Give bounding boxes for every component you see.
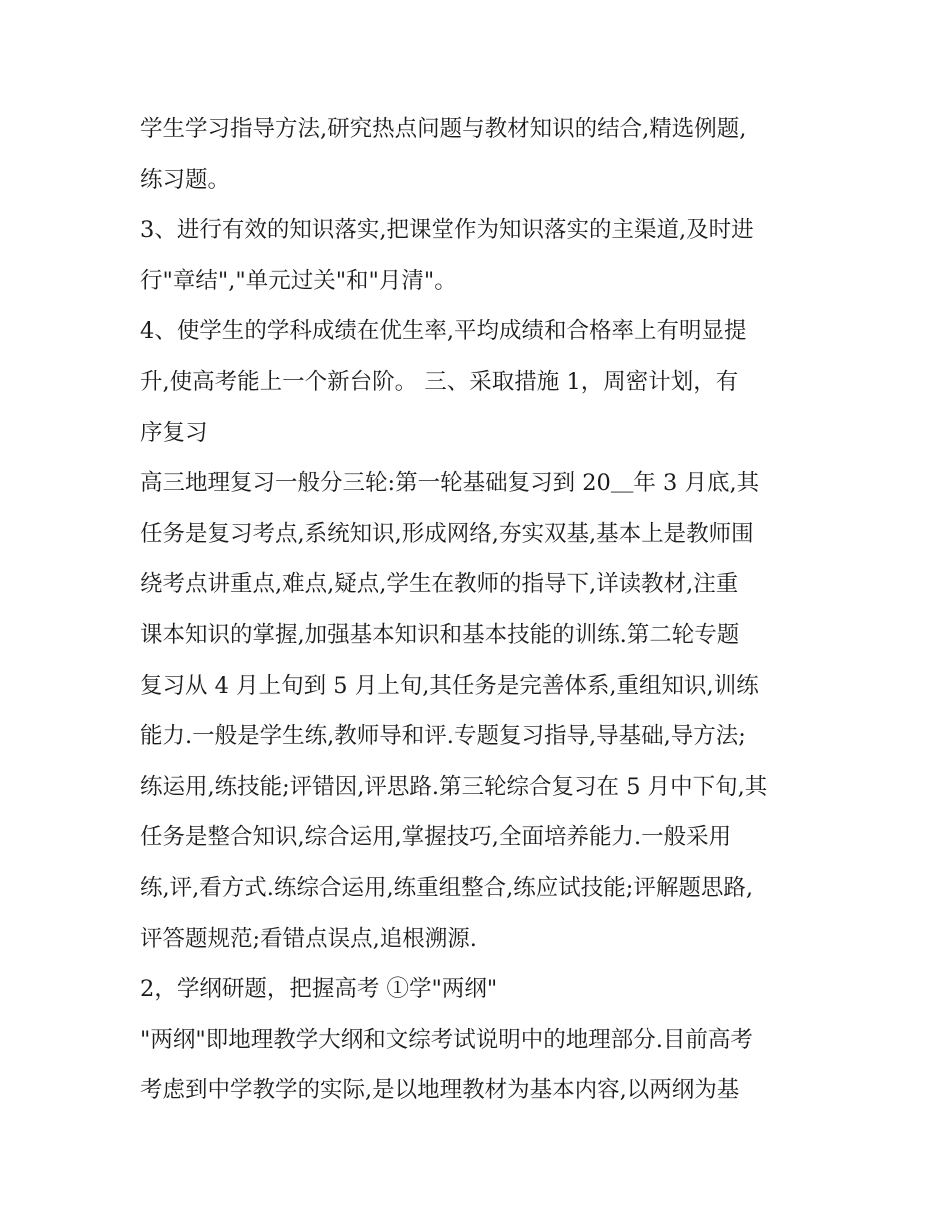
text-line: 2，学纲研题，把握高考 ①学"两纲" [140, 976, 498, 1003]
text-line: 评答题规范;看错点误点,追根溯源. [140, 925, 477, 952]
text-line: 3、进行有效的知识落实,把课堂作为知识落实的主渠道,及时进 [140, 217, 754, 244]
text-line: 能力.一般是学生练,教师导和评.专题复习指导,导基础,导方法; [140, 723, 746, 750]
text-line: 练习题。 [140, 166, 231, 193]
document-body [140, 104, 820, 1116]
text-line: 行"章结","单元过关"和"月清"。 [140, 267, 457, 294]
text-line: "两纲"即地理教学大纲和文综考试说明中的地理部分.目前高考 [140, 1026, 753, 1053]
text-line: 任务是整合知识,综合运用,掌握技巧,全面培养能力.一般采用 [140, 824, 732, 851]
text-line: 课本知识的掌握,加强基本知识和基本技能的训练.第二轮专题 [140, 621, 740, 648]
text-line: 学生学习指导方法,研究热点问题与教材知识的结合,精选例题, [140, 116, 747, 142]
text-line: 升,使高考能上一个新台阶。 三、采取措施 1，周密计划，有 [140, 368, 739, 395]
text-line: 高三地理复习一般分三轮:第一轮基础复习到 20＿年 3 月底,其 [140, 470, 760, 497]
text-line: 考虑到中学教学的实际,是以地理教材为基本内容,以两纲为基 [140, 1077, 740, 1104]
text-line: 复习从 4 月上旬到 5 月上旬,其任务是完善体系,重组知识,训练 [140, 672, 759, 699]
text-line: 绕考点讲重点,难点,疑点,学生在教师的指导下,详读教材,注重 [140, 571, 739, 598]
text-line: 任务是复习考点,系统知识,形成网络,夯实双基,基本上是教师围 [140, 520, 754, 547]
text-line: 序复习 [140, 419, 208, 446]
text-line: 练运用,练技能;评错因,评思路.第三轮综合复习在 5 月中下旬,其 [140, 773, 768, 800]
text-line: 练,评,看方式.练综合运用,练重组整合,练应试技能;评解题思路, [140, 874, 753, 901]
text-line: 4、使学生的学科成绩在优生率,平均成绩和合格率上有明显提 [140, 318, 747, 345]
